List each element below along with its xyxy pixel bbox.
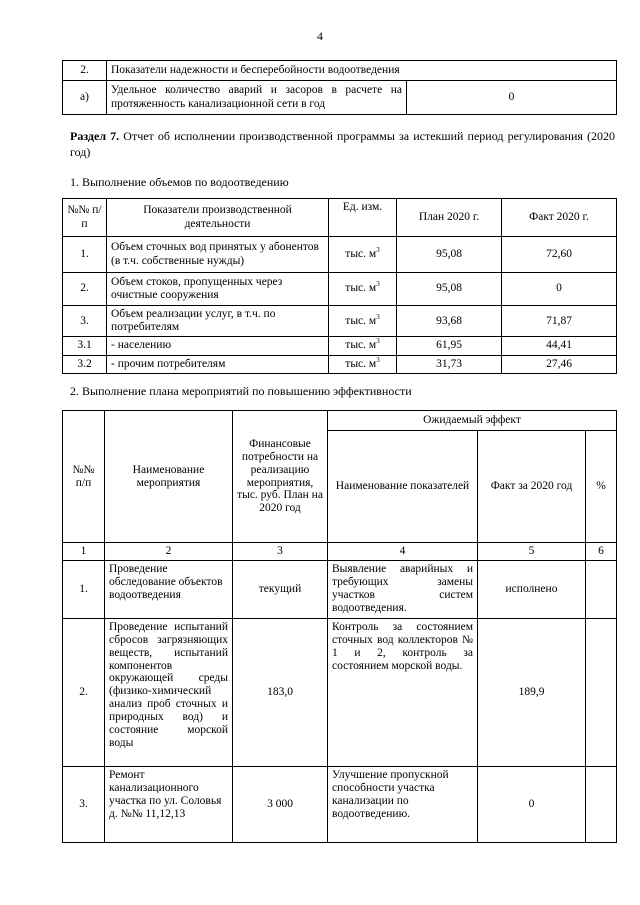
cell-num: 2. <box>63 273 107 306</box>
section-title: Отчет об исполнении производственной программы за истекший период регулирования (2020 год) <box>70 129 615 159</box>
header-name: Наименование мероприятия <box>105 411 233 543</box>
header-finance: Финансовые потребности на реализацию мероприятия, тыс. руб. План на 2020 год <box>233 411 328 543</box>
page-number: 4 <box>317 29 323 43</box>
cell-fact: 27,46 <box>502 355 617 373</box>
column-number: 1 <box>63 543 105 561</box>
unit-sup: 3 <box>376 337 380 346</box>
cell-num: 3.1 <box>63 337 107 355</box>
column-number: 6 <box>586 543 617 561</box>
cell-num: 1. <box>63 237 107 273</box>
cell-name: Ремонт канализационного участка по ул. Соловья д. №№ 11,12,13 <box>105 766 233 842</box>
unit-sup: 3 <box>376 246 380 255</box>
row-number: 2. <box>63 61 107 81</box>
column-number: 5 <box>478 543 586 561</box>
section-label: Раздел 7. <box>70 129 120 143</box>
table-row <box>63 306 617 337</box>
cell-indicator: Выявление аварийных и требующих замены участков систем водоотведения. <box>328 560 478 618</box>
cell-percent <box>586 766 617 842</box>
header-name: Показатели производственной деятельности <box>107 199 329 237</box>
cell-finance: 3 000 <box>233 766 328 842</box>
table-row <box>63 766 617 842</box>
cell-num: 1. <box>63 560 105 618</box>
table-row <box>63 618 617 766</box>
header-unit: Ед. изм. <box>329 199 397 237</box>
cell-num: 3. <box>63 306 107 337</box>
cell-fact: 189,9 <box>478 618 586 766</box>
cell-name: Объем сточных вод принятых у абонентов (в т.ч. собственные нужды) <box>107 237 329 273</box>
unit-sup: 3 <box>376 355 380 364</box>
unit-base: тыс. м <box>345 339 377 352</box>
cell-num: 2. <box>63 618 105 766</box>
header-percent: % <box>586 431 617 543</box>
reliability-table <box>62 60 617 115</box>
cell-fact: исполнено <box>478 560 586 618</box>
cell-num: 3. <box>63 766 105 842</box>
header-effect: Ожидаемый эффект <box>328 411 617 431</box>
row-value: 0 <box>407 81 617 115</box>
table-row <box>63 337 617 355</box>
cell-plan: 95,08 <box>397 273 502 306</box>
volume-table <box>62 198 617 374</box>
column-number: 4 <box>328 543 478 561</box>
cell-plan: 95,08 <box>397 237 502 273</box>
row-text: Удельное количество аварий и засоров в расчете на протяженность канализационной сети в год <box>107 81 407 115</box>
header-fact: Факт 2020 г. <box>502 199 617 237</box>
cell-unit <box>329 273 397 306</box>
unit-sup: 3 <box>376 312 380 321</box>
cell-plan: 61,95 <box>397 337 502 355</box>
column-number: 2 <box>105 543 233 561</box>
cell-fact: 71,87 <box>502 306 617 337</box>
header-num: №№ п/п <box>63 199 107 237</box>
unit-base: тыс. м <box>345 282 377 295</box>
cell-unit <box>329 355 397 373</box>
unit-base: тыс. м <box>345 247 377 260</box>
cell-percent <box>586 560 617 618</box>
cell-name: Объем стоков, пропущенных через очистные сооружения <box>107 273 329 306</box>
column-number: 3 <box>233 543 328 561</box>
cell-indicator: Улучшение пропускной способности участка канализации по водоотведению. <box>328 766 478 842</box>
column-number-row <box>63 543 617 561</box>
cell-name: - населению <box>107 337 329 355</box>
subsection-1-heading: 1. Выполнение объемов по водоотведению <box>70 175 289 189</box>
cell-fact: 44,41 <box>502 337 617 355</box>
cell-unit <box>329 337 397 355</box>
subsection-2-heading: 2. Выполнение плана мероприятий по повышению эффективности <box>70 384 412 398</box>
table-row <box>63 355 617 373</box>
row-number: а) <box>63 81 107 115</box>
header-num: №№ п/п <box>63 411 105 543</box>
cell-fact: 0 <box>478 766 586 842</box>
row-text: Показатели надежности и бесперебойности водоотведения <box>107 61 617 81</box>
cell-name: - прочим потребителям <box>107 355 329 373</box>
measures-table <box>62 410 617 843</box>
cell-name: Объем реализации услуг, в т.ч. по потребителям <box>107 306 329 337</box>
cell-name: Проведение испытаний сбросов загрязняющих веществ, испытаний компонентов окружающей среды (физико-химический анализ проб сточных и природных вод) и состояние морской воды <box>105 618 233 766</box>
unit-sup: 3 <box>376 280 380 289</box>
cell-name: Проведение обследование объектов водоотведения <box>105 560 233 618</box>
header-indicator: Наименование показателей <box>328 431 478 543</box>
cell-unit <box>329 306 397 337</box>
table-row <box>63 237 617 273</box>
cell-fact: 0 <box>502 273 617 306</box>
table-row <box>63 273 617 306</box>
cell-unit <box>329 237 397 273</box>
cell-percent <box>586 618 617 766</box>
section-7-heading <box>70 129 615 160</box>
unit-base: тыс. м <box>345 314 377 327</box>
cell-num: 3.2 <box>63 355 107 373</box>
cell-finance: текущий <box>233 560 328 618</box>
cell-plan: 93,68 <box>397 306 502 337</box>
cell-indicator: Контроль за состоянием сточных вод коллекторов № 1 и 2, контроль за состоянием морской воды. <box>328 618 478 766</box>
header-fact: Факт за 2020 год <box>478 431 586 543</box>
cell-finance: 183,0 <box>233 618 328 766</box>
header-plan: План 2020 г. <box>397 199 502 237</box>
table-row <box>63 560 617 618</box>
cell-fact: 72,60 <box>502 237 617 273</box>
unit-base: тыс. м <box>345 357 377 370</box>
cell-plan: 31,73 <box>397 355 502 373</box>
